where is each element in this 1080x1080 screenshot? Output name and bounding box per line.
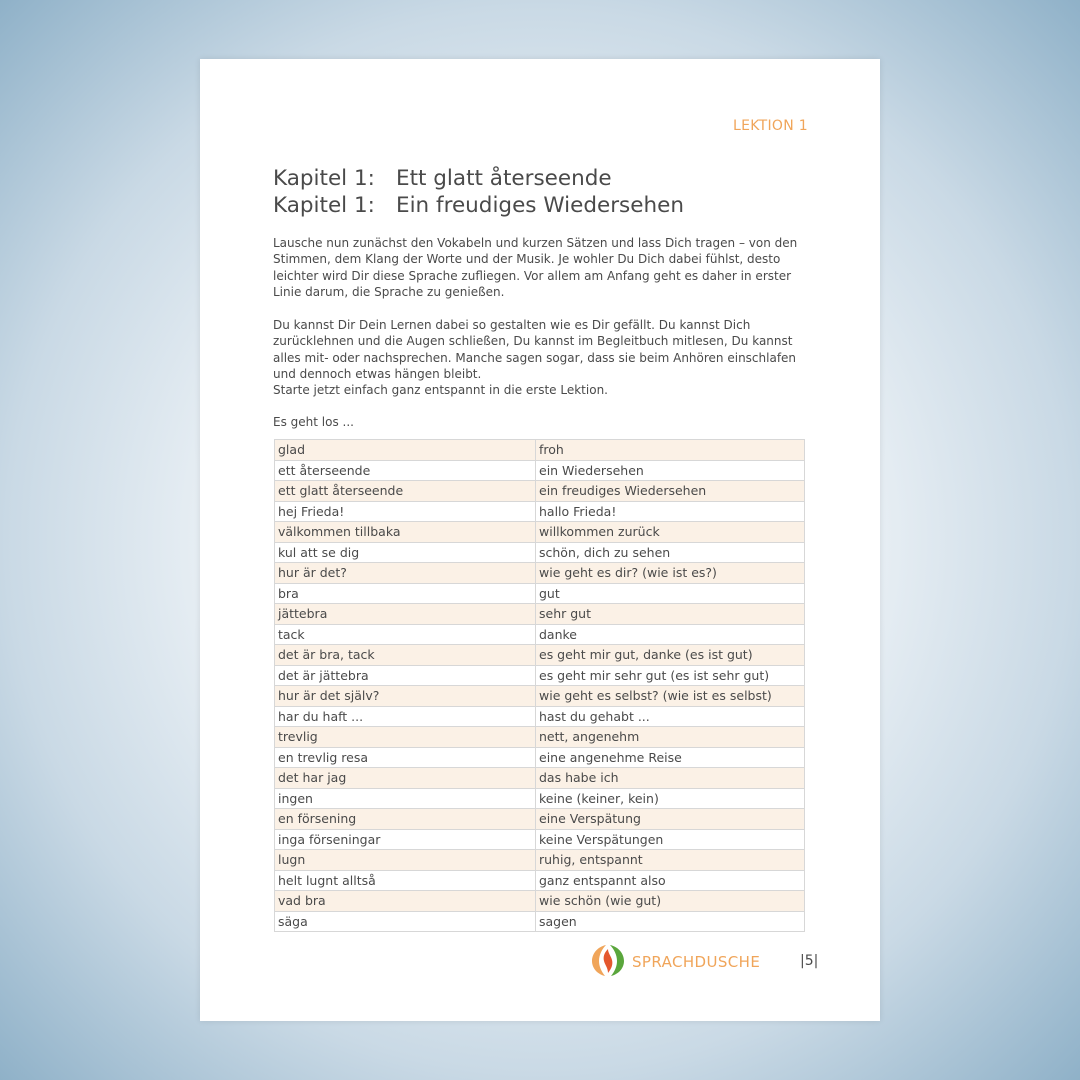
- intro-paragraph-1: Lausche nun zunächst den Vokabeln und kurzen Sätzen und lass Dich tragen – von den Stimmen, dem Klang der Worte und der Musik. Je wohler Du Dich dabei fühlst, desto leichter wird Dir diese Sprache zufliegen. Vor allem am Anfang geht es daher in erster Linie darum, die Sprache zu genießen.: [273, 236, 798, 299]
- vocab-row: [275, 706, 805, 727]
- swedish-term: ingen: [275, 788, 536, 809]
- german-translation: es geht mir sehr gut (es ist sehr gut): [536, 665, 805, 686]
- intro-paragraph-2-text: Du kannst Dir Dein Lernen dabei so gestalten wie es Dir gefällt. Du kannst Dich zurücklehnen und die Augen schließen, Du kannst im Begleitbuch mitlesen, Du kannst alles mit- oder nachsprechen. Manche sagen sogar, dass sie beim Anhören einschlafen und dennoch etwas hängen bleibt.: [273, 318, 797, 381]
- chapter-titles: [273, 165, 684, 219]
- swedish-term: det är jättebra: [275, 665, 536, 686]
- brand-name: SPRACHDUSCHE: [632, 953, 761, 971]
- german-translation: nett, angenehm: [536, 727, 805, 748]
- vocab-row: [275, 768, 805, 789]
- german-translation: ein Wiedersehen: [536, 460, 805, 481]
- page-footer: [592, 943, 822, 979]
- vocab-row: [275, 583, 805, 604]
- swedish-term: en trevlig resa: [275, 747, 536, 768]
- swedish-term: lugn: [275, 850, 536, 871]
- german-translation: ein freudiges Wiedersehen: [536, 481, 805, 502]
- german-translation: froh: [536, 440, 805, 461]
- vocab-row: [275, 829, 805, 850]
- vocab-row: [275, 542, 805, 563]
- swedish-term: hur är det själv?: [275, 686, 536, 707]
- intro-lead: Es geht los ...: [273, 415, 354, 429]
- vocab-row: [275, 481, 805, 502]
- lesson-label: LEKTION 1: [733, 118, 808, 134]
- german-translation: sagen: [536, 911, 805, 932]
- swedish-term: välkommen tillbaka: [275, 522, 536, 543]
- swedish-term: inga förseningar: [275, 829, 536, 850]
- german-translation: ruhig, entspannt: [536, 850, 805, 871]
- swedish-term: hur är det?: [275, 563, 536, 584]
- swedish-term: trevlig: [275, 727, 536, 748]
- vocab-row: [275, 501, 805, 522]
- german-translation: sehr gut: [536, 604, 805, 625]
- german-translation: hallo Frieda!: [536, 501, 805, 522]
- vocab-row: [275, 686, 805, 707]
- swedish-term: helt lugnt alltså: [275, 870, 536, 891]
- vocab-row: [275, 440, 805, 461]
- sprachdusche-logo-icon: [592, 943, 624, 977]
- german-translation: gut: [536, 583, 805, 604]
- intro-paragraph-2-start: Starte jetzt einfach ganz entspannt in die erste Lektion.: [273, 383, 608, 398]
- swedish-term: ett glatt återseende: [275, 481, 536, 502]
- german-translation: keine Verspätungen: [536, 829, 805, 850]
- vocab-row: [275, 788, 805, 809]
- vocab-row: [275, 522, 805, 543]
- german-translation: hast du gehabt ...: [536, 706, 805, 727]
- vocab-row: [275, 624, 805, 645]
- german-translation: wie schön (wie gut): [536, 891, 805, 912]
- vocab-row: [275, 850, 805, 871]
- german-translation: schön, dich zu sehen: [536, 542, 805, 563]
- vocab-row: [275, 645, 805, 666]
- vocab-row: [275, 870, 805, 891]
- vocab-row: [275, 809, 805, 830]
- swedish-term: det är bra, tack: [275, 645, 536, 666]
- vocabulary-table: [274, 439, 805, 932]
- vocab-row: [275, 604, 805, 625]
- chapter-label: Kapitel 1:: [273, 166, 375, 191]
- vocab-row: [275, 911, 805, 932]
- intro-paragraph-2: [273, 317, 813, 398]
- vocab-row: [275, 891, 805, 912]
- swedish-term: tack: [275, 624, 536, 645]
- german-translation: ganz entspannt also: [536, 870, 805, 891]
- vocab-row: [275, 747, 805, 768]
- swedish-term: vad bra: [275, 891, 536, 912]
- vocab-row: [275, 727, 805, 748]
- vocab-row: [275, 563, 805, 584]
- swedish-term: hej Frieda!: [275, 501, 536, 522]
- book-page: [200, 59, 880, 1021]
- chapter-title-german: [273, 192, 684, 219]
- german-translation: willkommen zurück: [536, 522, 805, 543]
- vocab-row: [275, 460, 805, 481]
- chapter-title-text: Ein freudiges Wiedersehen: [396, 193, 684, 218]
- page-number: |5|: [800, 953, 819, 969]
- swedish-term: det har jag: [275, 768, 536, 789]
- german-translation: danke: [536, 624, 805, 645]
- swedish-term: en försening: [275, 809, 536, 830]
- swedish-term: har du haft ...: [275, 706, 536, 727]
- german-translation: eine Verspätung: [536, 809, 805, 830]
- german-translation: wie geht es dir? (wie ist es?): [536, 563, 805, 584]
- chapter-title-text: Ett glatt återseende: [396, 166, 612, 191]
- swedish-term: kul att se dig: [275, 542, 536, 563]
- german-translation: keine (keiner, kein): [536, 788, 805, 809]
- swedish-term: ett återseende: [275, 460, 536, 481]
- swedish-term: bra: [275, 583, 536, 604]
- chapter-label: Kapitel 1:: [273, 193, 375, 218]
- swedish-term: glad: [275, 440, 536, 461]
- german-translation: das habe ich: [536, 768, 805, 789]
- german-translation: es geht mir gut, danke (es ist gut): [536, 645, 805, 666]
- swedish-term: jättebra: [275, 604, 536, 625]
- vocab-row: [275, 665, 805, 686]
- german-translation: wie geht es selbst? (wie ist es selbst): [536, 686, 805, 707]
- chapter-title-swedish: [273, 165, 684, 192]
- german-translation: eine angenehme Reise: [536, 747, 805, 768]
- swedish-term: säga: [275, 911, 536, 932]
